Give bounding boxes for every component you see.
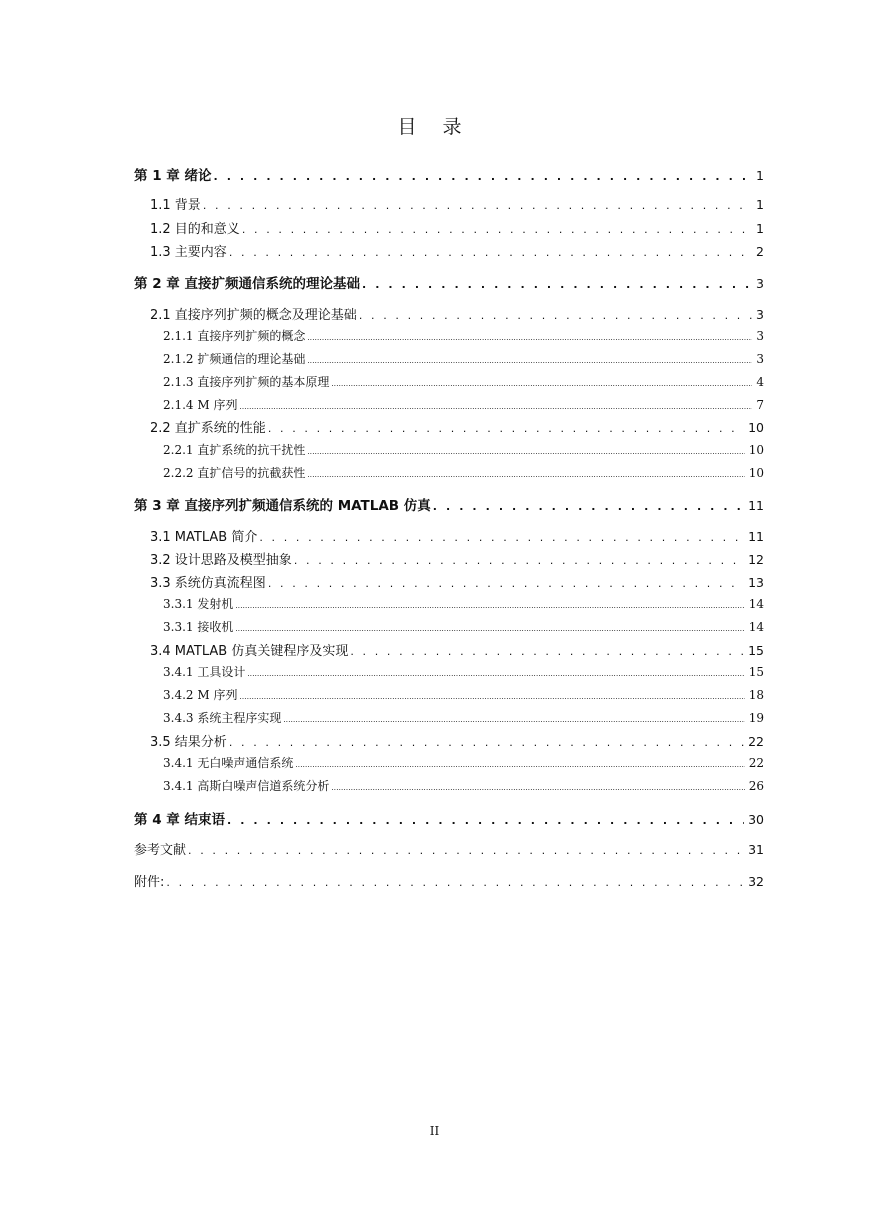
toc-entry-label: 第 3 章 直接序列扩频通信系统的 MATLAB 仿真 [134,498,431,514]
toc-entry-page: 4 [756,375,764,389]
leader-dots [294,554,744,567]
toc-entry-page: 14 [748,597,764,611]
toc-entry-label: 3.4.2 M 序列 [163,688,238,702]
toc-entry-page: 1 [756,168,764,183]
toc-entry-2-1-4[interactable] [163,396,764,413]
leader-dots [242,223,752,236]
toc-entry-label: 3.3.1 接收机 [163,620,234,634]
toc-entry-page: 14 [748,620,764,634]
toc-entry-page: 31 [748,842,764,857]
toc-entry-2-1-2[interactable] [163,350,764,367]
toc-entry-2-2-1[interactable] [163,441,764,458]
leader-dots [227,814,744,827]
page-number: II [429,1124,440,1138]
toc-entry-page: 32 [748,874,764,889]
leader-dots [229,246,752,259]
toc-entry-page: 15 [748,643,764,658]
toc-entry-label: 2.2.1 直扩系统的抗干扰性 [163,443,306,457]
toc-entry-label: 参考文献 [134,843,187,858]
toc-entry-page: 1 [756,221,764,236]
toc-entry-label: 3.4.1 无白噪声通信系统 [163,756,294,770]
leader-dots [239,693,744,701]
leader-dots [247,670,744,678]
toc-entry-label: 3.3 系统仿真流程图 [150,576,266,591]
leader-dots [362,278,752,291]
toc-entry-2-1-3[interactable] [163,373,764,390]
toc-entry-label: 3.1 MATLAB 简介 [150,530,258,545]
toc-entry-3-3-1-receiver[interactable] [163,618,764,635]
toc-entry-label: 2.2 直扩系统的性能 [150,421,266,436]
toc-entry-chapter-1[interactable] [134,164,764,184]
leader-dots [203,199,752,212]
toc-entry-label: 3.4.1 工具设计 [163,665,246,679]
leader-dots [259,531,744,544]
toc-entry-label: 3.4 MATLAB 仿真关键程序及实现 [150,644,349,659]
toc-entry-page: 10 [748,443,764,457]
toc-entry-chapter-3[interactable] [134,494,764,514]
leader-dots [235,625,744,633]
toc-entry-label: 3.4.1 高斯白噪声信道系统分析 [163,779,330,793]
leader-dots [350,645,744,658]
leader-dots [283,716,744,724]
leader-dots [166,876,744,889]
toc-entry-3-4-2[interactable] [163,686,764,703]
toc-entry-label: 第 1 章 绪论 [134,168,212,184]
toc-entry-page: 3 [756,276,764,291]
toc-entry-3-4[interactable] [150,640,764,659]
leader-dots [295,761,744,769]
toc-entry-chapter-4[interactable] [134,808,764,828]
toc-entry-appendix[interactable] [134,871,764,890]
toc-entry-page: 15 [748,665,764,679]
toc-entry-label: 2.1.1 直接序列扩频的概念 [163,329,306,343]
toc-entry-3-5[interactable] [150,731,764,750]
toc-entry-label: 2.1.3 直接序列扩频的基本原理 [163,375,330,389]
toc-entry-2-1-1[interactable] [163,327,764,344]
toc-entry-page: 3 [756,329,764,343]
toc-entry-1-1[interactable] [150,194,764,213]
toc-entry-label: 3.3.1 发射机 [163,597,234,611]
leader-dots [307,357,752,365]
toc-entry-3-3-1-transmitter[interactable] [163,595,764,612]
toc-entry-page: 2 [756,244,764,259]
toc-entry-label: 附件: [134,875,165,890]
leader-dots [268,422,744,435]
toc-entry-3-1[interactable] [150,526,764,545]
toc-entry-references[interactable] [134,839,764,858]
toc-entry-label: 1.2 目的和意义 [150,222,240,237]
toc-entry-page: 22 [748,734,764,749]
toc-entry-page: 10 [748,420,764,435]
toc-entry-2-1[interactable] [150,304,764,323]
leader-dots [214,170,753,183]
toc-entry-chapter-2[interactable] [134,272,764,292]
toc-entry-2-2-2[interactable] [163,464,764,481]
toc-entry-label: 1.3 主要内容 [150,245,227,260]
toc-entry-page: 12 [748,552,764,567]
toc-entry-label: 3.2 设计思路及模型抽象 [150,553,292,568]
toc-entry-page: 11 [748,498,764,513]
toc-entry-page: 3 [756,352,764,366]
leader-dots [331,380,752,388]
leader-dots [359,309,752,322]
toc-entry-page: 13 [748,575,764,590]
toc-entry-label: 2.1.2 扩频通信的理论基础 [163,352,306,366]
leader-dots [307,471,744,479]
leader-dots [307,334,752,342]
toc-entry-label: 1.1 背景 [150,198,201,213]
leader-dots [331,784,744,792]
toc-entry-1-3[interactable] [150,241,764,260]
leader-dots [239,403,752,411]
toc-entry-3-5-1[interactable] [163,754,764,771]
toc-entry-page: 30 [748,812,764,827]
toc-entry-3-5-2[interactable] [163,777,764,794]
toc-entry-3-3[interactable] [150,572,764,591]
toc-entry-label: 2.2.2 直扩信号的抗截获性 [163,466,306,480]
leader-dots [433,500,744,513]
toc-entry-page: 18 [748,688,764,702]
leader-dots [229,736,744,749]
toc-title: 目 录 [397,116,472,138]
leader-dots [307,448,744,456]
toc-entry-1-2[interactable] [150,218,764,237]
toc-entry-page: 11 [748,529,764,544]
toc-entry-label: 2.1.4 M 序列 [163,398,238,412]
toc-entry-page: 19 [748,711,764,725]
toc-entry-3-4-3[interactable] [163,709,764,726]
leader-dots [235,602,744,610]
toc-entry-2-2[interactable] [150,417,764,436]
toc-entry-3-4-1[interactable] [163,663,764,680]
toc-entry-page: 10 [748,466,764,480]
toc-entry-page: 1 [756,197,764,212]
toc-entry-page: 26 [748,779,764,793]
toc-entry-3-2[interactable] [150,549,764,568]
toc-entry-label: 3.4.3 系统主程序实现 [163,711,282,725]
toc-entry-page: 3 [756,307,764,322]
leader-dots [268,577,744,590]
toc-entry-page: 7 [756,398,764,412]
toc-entry-label: 2.1 直接序列扩频的概念及理论基础 [150,308,357,323]
toc-entry-label: 第 2 章 直接扩频通信系统的理论基础 [134,276,360,292]
toc-entry-page: 22 [748,756,764,770]
toc-entry-label: 3.5 结果分析 [150,735,227,750]
leader-dots [188,844,744,857]
toc-entry-label: 第 4 章 结束语 [134,812,225,828]
